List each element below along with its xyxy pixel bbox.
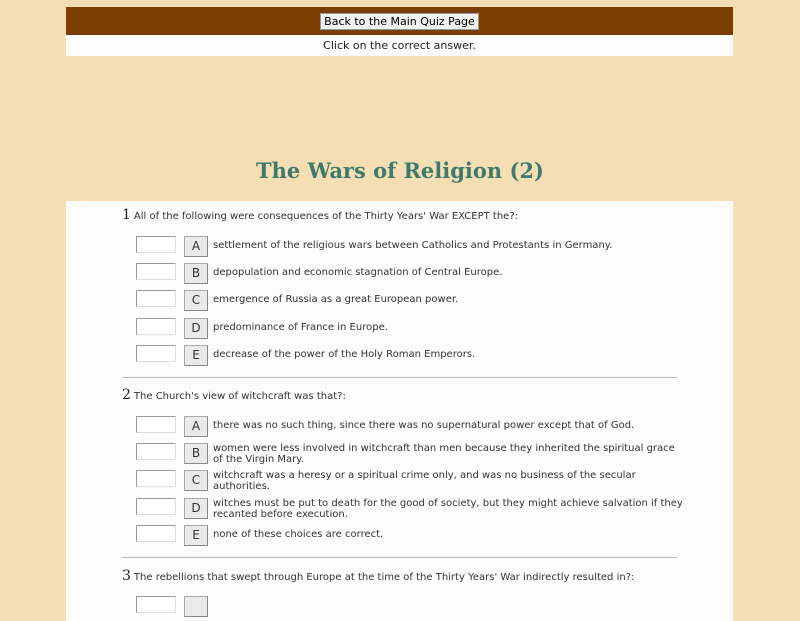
instruction-text: Click on the correct answer. — [66, 35, 733, 56]
answer-text: decrease of the power of the Holy Roman Emperors. — [213, 349, 476, 360]
back-to-main-quiz-button[interactable]: Back to the Main Quiz Page — [320, 13, 479, 30]
question-number: 2 — [122, 387, 131, 403]
answer-text: none of these choices are correct. — [213, 529, 384, 540]
answer-b-button[interactable]: B — [184, 263, 208, 284]
answer-feedback-box — [136, 263, 176, 280]
answer-text: emergence of Russia as a great European power. — [213, 294, 459, 305]
question-divider — [122, 557, 677, 558]
question-number: 1 — [122, 207, 131, 223]
answer-e-button[interactable]: E — [184, 525, 208, 546]
question-text: All of the following were consequences of the Thirty Years' War EXCEPT the?: — [133, 211, 519, 222]
answer-a-button[interactable]: A — [184, 416, 208, 437]
answer-feedback-box — [136, 318, 176, 335]
answer-row-2c — [136, 470, 676, 492]
answer-row-1d — [136, 318, 676, 340]
question-text: The rebellions that swept through Europe at the time of the Thirty Years' War indirectly resulted in?: — [133, 572, 635, 583]
answer-text: settlement of the religious wars between Catholics and Protestants in Germany. — [213, 240, 613, 251]
answer-feedback-box — [136, 498, 176, 515]
question-2 — [122, 387, 346, 403]
answer-a-button[interactable]: A — [184, 236, 208, 257]
question-number: 3 — [122, 568, 131, 584]
quiz-area — [66, 201, 733, 621]
answer-row-2a — [136, 416, 676, 438]
answer-e-button[interactable]: E — [184, 345, 208, 366]
answer-row-2d — [136, 498, 683, 520]
answer-text: witches must be put to death for the good of society, but they might achieve salvation if they recanted before execution. — [213, 498, 683, 520]
answer-feedback-box — [136, 416, 176, 433]
answer-feedback-box — [136, 470, 176, 487]
answer-b-button[interactable]: B — [184, 443, 208, 464]
answer-text: witchcraft was a heresy or a spiritual crime only, and was no business of the secular authorities. — [213, 470, 636, 492]
question-divider — [122, 377, 677, 378]
question-1 — [122, 207, 518, 223]
answer-text: predominance of France in Europe. — [213, 322, 388, 333]
answer-row-1c — [136, 290, 676, 312]
answer-row-2e — [136, 525, 676, 547]
answer-text: women were less involved in witchcraft than men because they inherited the spiritual grace of the Virgin Mary. — [213, 443, 675, 465]
answer-a-button[interactable] — [184, 596, 208, 617]
answer-row-3a-partial — [136, 596, 676, 618]
question-text: The Church's view of witchcraft was that?: — [133, 391, 346, 402]
answer-d-button[interactable]: D — [184, 318, 208, 339]
answer-feedback-box — [136, 345, 176, 362]
answer-feedback-box — [136, 290, 176, 307]
answer-c-button[interactable]: C — [184, 470, 208, 491]
nav-bar — [66, 7, 733, 35]
answer-row-1e — [136, 345, 676, 367]
answer-text: there was no such thing, since there was no supernatural power except that of God. — [213, 420, 635, 431]
answer-feedback-box — [136, 236, 176, 253]
answer-d-button[interactable]: D — [184, 498, 208, 519]
answer-feedback-box — [136, 596, 176, 613]
answer-feedback-box — [136, 443, 176, 460]
answer-row-1a — [136, 236, 676, 258]
answer-row-1b — [136, 263, 676, 285]
answer-feedback-box — [136, 525, 176, 542]
answer-text: depopulation and economic stagnation of Central Europe. — [213, 267, 503, 278]
page-title: The Wars of Religion (2) — [256, 158, 544, 183]
answer-c-button[interactable]: C — [184, 290, 208, 311]
answer-row-2b — [136, 443, 676, 465]
question-3 — [122, 568, 634, 584]
